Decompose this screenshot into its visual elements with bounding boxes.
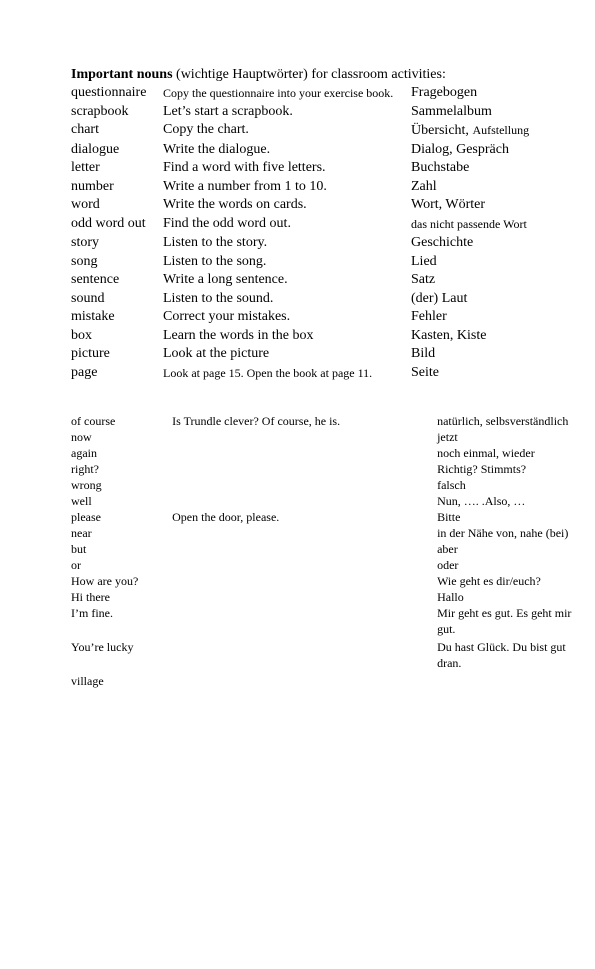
table-row [71,290,591,309]
english-word: story [71,235,99,250]
english-phrase: again [71,446,97,460]
english-word: box [71,327,92,343]
german-word-cell [411,121,591,141]
example-sentence: Write the dialogue. [163,141,271,157]
table-row [71,121,591,141]
german-word: Kasten, Kiste [411,327,487,343]
german-word: Satz [411,272,436,287]
german-phrase: falsch [437,478,466,492]
table-row [71,103,591,122]
table-row [71,445,591,461]
table-row [71,84,591,103]
english-word: sound [71,290,105,306]
example-sentence [172,639,437,673]
english-word: odd word out [71,215,146,231]
english-word: number [71,178,114,194]
english-phrase: village [71,674,104,688]
table-row [71,215,591,235]
table-row [71,413,591,429]
example-sentence [172,605,437,639]
table-row [71,461,591,477]
table-row [71,271,591,290]
table-row [71,573,591,589]
english-word: page [71,364,98,380]
german-phrase: aber [437,542,458,556]
example-sentence: Open the door, please. [172,510,280,524]
german-word: Wort, Wörter [411,197,486,212]
table-row [71,509,591,525]
example-sentence [172,673,437,689]
english-word: questionnaire [71,85,147,100]
german-word: Buchstabe [411,160,470,175]
german-phrase: in der Nähe von, nahe (bei) [437,526,569,540]
german-phrase: jetzt [437,430,458,444]
english-phrase: now [71,430,92,444]
example-sentence: Listen to the sound. [163,290,274,306]
example-sentence: Write a number from 1 to 10. [163,178,327,194]
english-phrase: please [71,510,101,524]
german-word: Seite [411,364,439,380]
example-sentence [172,589,437,605]
german-phrase [437,673,591,689]
example-sentence [172,493,437,509]
english-word: chart [71,122,99,137]
table-row [71,364,591,383]
example-sentence: Find a word with five letters. [163,160,326,175]
example-sentence: Listen to the song. [163,253,267,269]
english-phrase: near [71,526,92,540]
table-row [71,605,591,639]
english-word: word [71,197,100,212]
german-phrase: Mir geht es gut. Es geht mir gut. [437,606,572,636]
german-word: Lied [411,253,437,269]
english-phrase: Hi there [71,590,110,604]
table-row [71,327,591,346]
german-word: Dialog, Gespräch [411,141,509,157]
english-word: song [71,253,98,269]
example-sentence: Find the odd word out. [163,215,291,231]
english-phrase: of course [71,414,116,428]
table-row [71,429,591,445]
example-sentence [172,557,437,573]
german-word: Übersicht, [411,123,473,138]
german-phrase: Du hast Glück. Du bist gut dran. [437,640,566,670]
example-sentence: Let’s start a scrapbook. [163,103,293,119]
example-sentence: Is Trundle clever? Of course, he is. [172,414,341,428]
german-phrase: noch einmal, wieder [437,446,535,460]
table-row [71,477,591,493]
phrase-table [71,413,591,689]
english-word: sentence [71,272,120,287]
example-sentence: Copy the chart. [163,122,249,137]
german-word: Bild [411,346,436,361]
table-row [71,541,591,557]
example-sentence: Correct your mistakes. [163,309,291,324]
table-row [71,345,591,364]
german-phrase: oder [437,558,459,572]
english-word: letter [71,160,100,175]
german-word: Fehler [411,309,447,324]
english-phrase: but [71,542,87,556]
english-phrase: You’re lucky [71,640,134,654]
table-row [71,196,591,215]
english-word: scrapbook [71,103,129,119]
table-row [71,673,591,689]
german-word: Sammelalbum [411,103,492,119]
english-word: picture [71,346,110,361]
german-word-small: das nicht passende Wort [411,216,527,231]
vocab-table [71,84,591,382]
german-word: Fragebogen [411,85,478,100]
example-sentence: Learn the words in the box [163,327,314,343]
example-sentence: Copy the questionnaire into your exercise book. [163,86,394,100]
english-phrase: wrong [71,478,102,492]
table-row [71,639,591,673]
german-phrase: natürlich, selbsverständlich [437,414,569,428]
table-row [71,234,591,253]
example-sentence [172,525,437,541]
german-phrase: Nun, …. .Also, … [437,494,526,508]
english-word: mistake [71,309,115,324]
table-row [71,525,591,541]
example-sentence [172,461,437,477]
table-row [71,178,591,197]
example-sentence: Look at the picture [163,346,270,361]
german-word-cell [411,215,591,235]
example-sentence: Write the words on cards. [163,197,307,212]
german-word: (der) Laut [411,290,468,306]
table-row [71,493,591,509]
section-heading [71,66,446,83]
german-word: Geschichte [411,235,474,250]
german-word: Zahl [411,178,437,194]
german-phrase: Richtig? Stimmts? [437,462,527,476]
table-row [71,308,591,327]
example-sentence: Listen to the story. [163,235,268,250]
german-phrase: Wie geht es dir/euch? [437,574,541,588]
german-phrase: Hallo [437,590,464,604]
english-phrase: right? [71,462,99,476]
example-sentence [172,541,437,557]
example-sentence [172,445,437,461]
english-word: dialogue [71,141,120,157]
table-row [71,159,591,178]
german-phrase: Bitte [437,510,461,524]
table-row [71,141,591,160]
table-row [71,589,591,605]
example-sentence: Write a long sentence. [163,272,288,287]
english-phrase: or [71,558,81,572]
heading-rest: (wichtige Hauptwörter) for classroom activities: [172,67,446,82]
table-row [71,253,591,272]
example-sentence [172,573,437,589]
english-phrase: I’m fine. [71,606,113,620]
heading-bold: Important nouns [71,67,173,82]
german-word-small: Aufstellung [472,123,530,137]
english-phrase: well [71,494,92,508]
example-sentence [172,429,437,445]
table-row [71,557,591,573]
example-sentence: Look at page 15. Open the book at page 11. [163,365,373,380]
example-sentence [172,477,437,493]
english-phrase: How are you? [71,574,139,588]
